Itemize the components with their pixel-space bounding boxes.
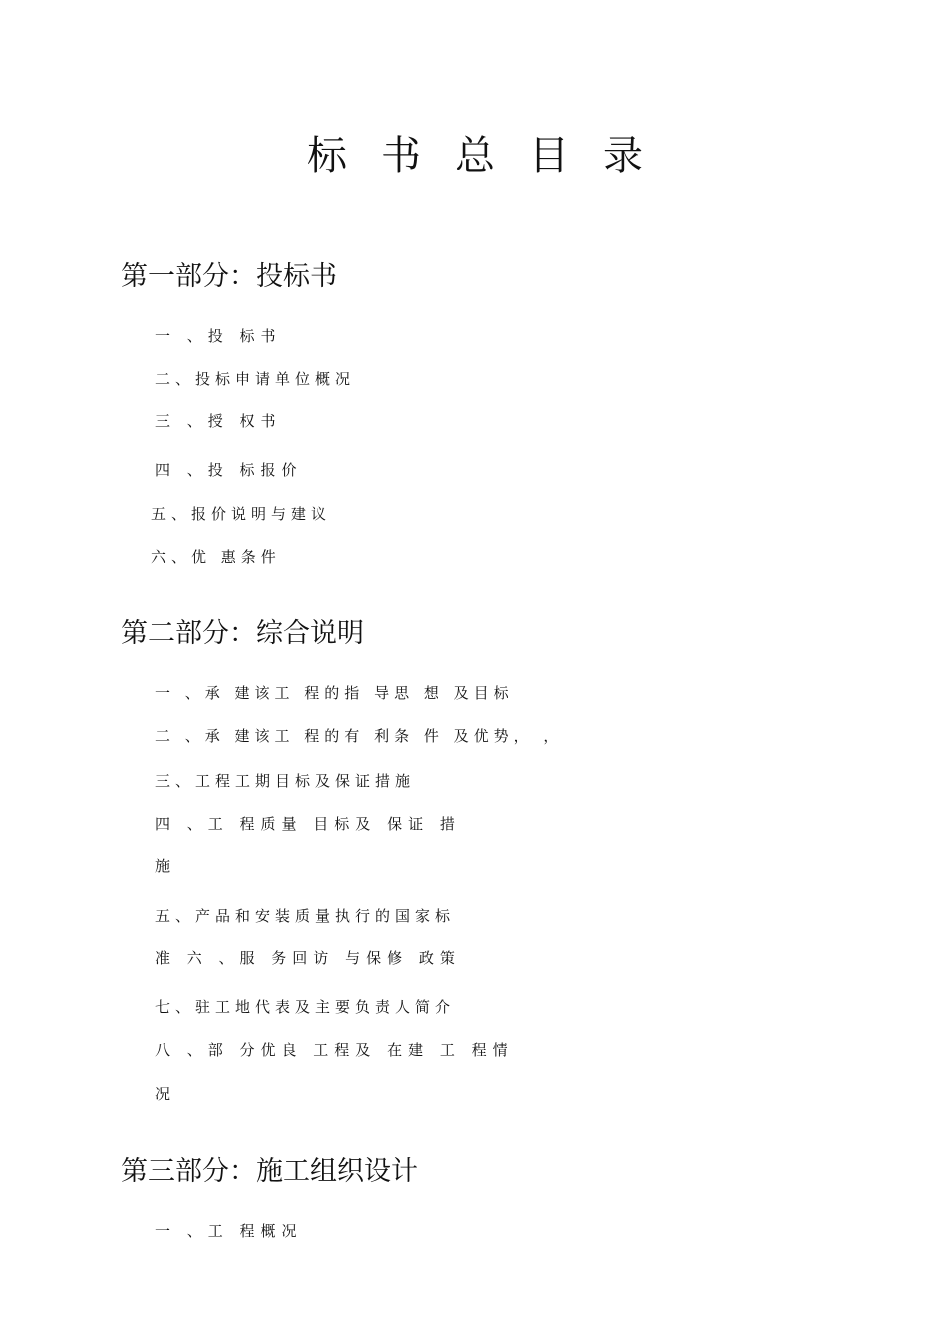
toc-item: 六、优 惠条件: [151, 548, 281, 566]
toc-item: 一 、承 建该工 程的指 导思 想 及目标: [155, 684, 514, 702]
page-title: 标书总目录: [307, 133, 677, 179]
toc-item: 况: [155, 1085, 176, 1103]
section-heading-part-2: 第二部分：综合说明: [121, 618, 364, 649]
toc-item: 一 、投 标书: [155, 327, 282, 345]
section-heading-part-1: 第一部分：投标书: [121, 261, 337, 292]
toc-item: 四 、工 程质量 目标及 保证 措: [155, 815, 461, 833]
toc-item: 三、工程工期目标及保证措施: [155, 772, 416, 790]
toc-item: 施: [155, 857, 176, 875]
toc-item: 一 、工 程概况: [155, 1222, 303, 1240]
toc-item: 五、报价说明与建议: [151, 505, 332, 523]
toc-item: 二 、承 建该工 程的有 利条 件 及优势， ，: [155, 727, 564, 745]
toc-item: 三 、授 权书: [155, 412, 282, 430]
toc-item: 五、产品和安装质量执行的国家标: [155, 907, 456, 925]
toc-item: 七、驻工地代表及主要负责人简介: [155, 998, 456, 1016]
toc-item: 四 、投 标报价: [155, 461, 303, 479]
section-heading-part-3: 第三部分：施工组织设计: [121, 1156, 418, 1187]
toc-item: 八 、部 分优良 工程及 在建 工 程情: [155, 1041, 514, 1059]
toc-item: 二、投标申请单位概况: [155, 370, 356, 388]
toc-item: 准 六 、服 务回访 与保修 政策: [155, 949, 461, 967]
